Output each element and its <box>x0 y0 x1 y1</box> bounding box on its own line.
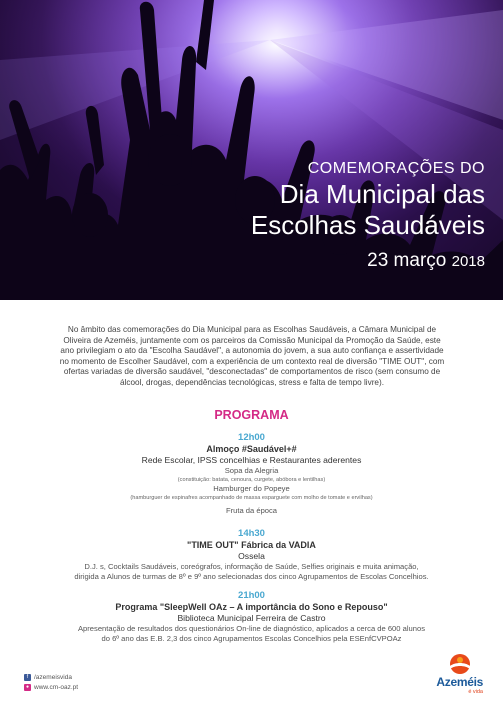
intro-paragraph: No âmbito das comemorações do Dia Municipal para as Escolhas Saudáveis, a Câmara Municipal de Oliveira de Azeméis, juntamente com os parceiros da Comissão Municipal da Promoção da Saúde, este ano privilegiam o ato da "Escolha Saudável", a autonomia do jovem, a sua auto confiança e assertividade no momento de Escolher Saudável, com a experiência de um contexto real de diversão "TIME OUT", com ofertas variadas de diversão saudável, "desconectadas" de comportamentos de risco (sem consumo de álcool, drogas, dependências tecnológicas, stress e falta de tempo livre). <box>59 325 445 387</box>
website-url: www.cm-oaz.pt <box>34 683 79 691</box>
event-time: 21h00 <box>238 590 265 601</box>
event-title: Almoço #Saudável+# <box>206 444 297 454</box>
azemeis-logo <box>427 653 483 695</box>
event-time: 14h30 <box>238 528 265 539</box>
facebook-handle: /azemeisvida <box>34 673 72 681</box>
hero-subtitle: COMEMORAÇÕES DO <box>307 160 485 177</box>
azemeis-logo-icon <box>445 653 475 675</box>
web-icon: ● <box>25 683 30 690</box>
event-title: "TIME OUT" Fábrica da VADIA <box>187 540 316 550</box>
hero-date <box>185 250 485 272</box>
program-heading: PROGRAMA <box>214 408 289 422</box>
date-year: 2018 <box>451 253 485 270</box>
event-time: 12h00 <box>238 432 265 443</box>
event-desc: D.J. s, Cocktails Saudáveis, coreógrafos, informação de Saúde, Selfies originais e muita animação, <box>84 562 419 571</box>
menu-dessert: Fruta da época <box>225 506 278 515</box>
menu-main-detail: (hamburguer de espinafres acompanhado de massa esparguete com molho de tomate e ervilhas) <box>130 495 373 501</box>
event-place: Biblioteca Municipal Ferreira de Castro <box>177 613 326 623</box>
facebook-icon: f <box>24 674 31 681</box>
hero-title-line2: Escolhas Saudáveis <box>250 210 485 240</box>
menu-main: Hamburger do Popeye <box>213 484 290 493</box>
event-timeout <box>20 528 483 582</box>
event-title: Programa "SleepWell OAz – A importância do Sono e Repouso" <box>115 602 388 612</box>
event-place: Rede Escolar, IPSS concelhias e Restaurantes aderentes <box>141 455 362 465</box>
hero-title-line1: Dia Municipal das <box>279 179 485 209</box>
event-desc: dirigida a Alunos de turmas de 8º e 9º ano selecionadas dos cinco Agrupamentos de Escolas Concelhios. <box>74 572 429 581</box>
footer-links <box>24 672 78 692</box>
date-main: 23 março <box>367 250 447 271</box>
hero-text <box>185 160 485 272</box>
event-desc: Apresentação de resultados dos questionários On-line de diagnóstico, aplicados a cerca de 600 alunos <box>77 624 425 633</box>
facebook-link[interactable] <box>24 672 78 682</box>
logo-wordmark: Azeméis <box>436 675 483 689</box>
event-lunch <box>20 432 483 516</box>
hero-banner <box>0 0 503 300</box>
menu-soup-detail: (constituição: batata, cenoura, curgete, abóbora e lentilhas) <box>177 477 326 483</box>
event-desc: do 6º ano das E.B. 2,3 dos cinco Agrupamentos Escolas Concelhios pela ESEnfCVPOAz <box>101 634 402 643</box>
event-sleepwell <box>20 590 483 644</box>
menu-soup: Sopa da Alegria <box>224 466 279 475</box>
website-link[interactable] <box>24 682 78 692</box>
event-place: Ossela <box>238 551 265 561</box>
logo-tagline: é vida <box>468 689 483 695</box>
